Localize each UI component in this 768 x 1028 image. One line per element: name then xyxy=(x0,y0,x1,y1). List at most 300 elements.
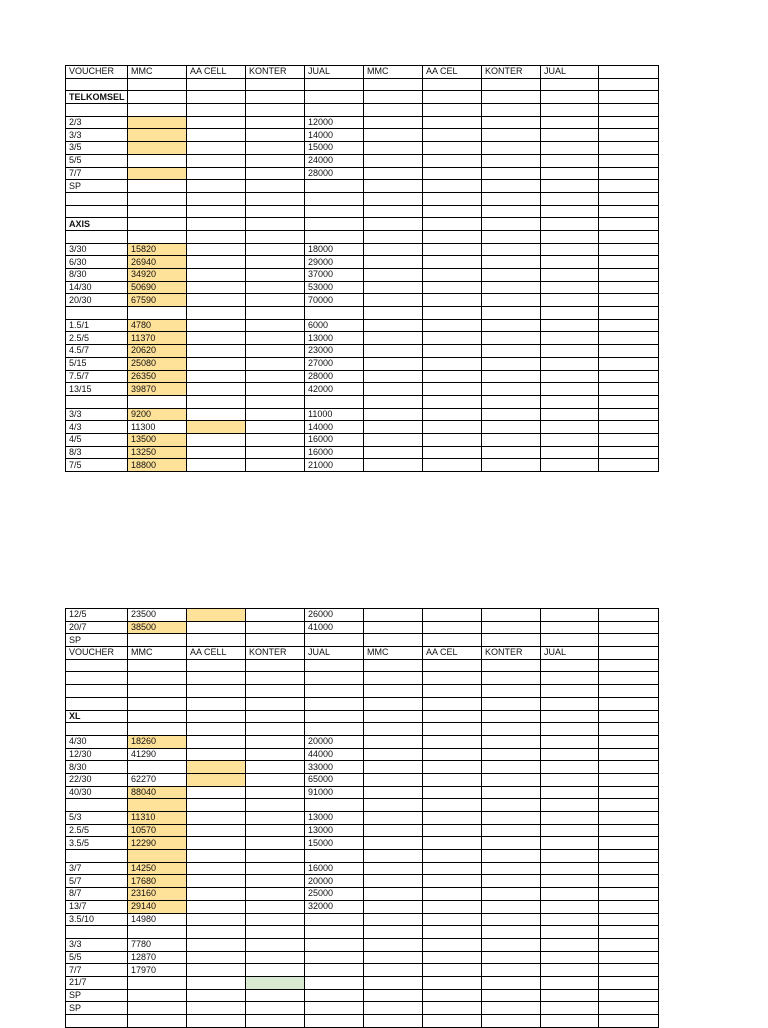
cell-konter-2[interactable] xyxy=(482,976,541,989)
cell-konter-2[interactable] xyxy=(482,964,541,977)
cell-voucher[interactable]: 3.5/10 xyxy=(66,913,128,926)
cell-voucher[interactable]: 14/30 xyxy=(66,281,128,294)
cell-mmc[interactable] xyxy=(128,723,187,736)
cell-aa-cel[interactable] xyxy=(423,205,482,218)
cell-konter[interactable] xyxy=(246,850,305,863)
cell-aa-cell[interactable] xyxy=(187,243,246,256)
cell-jual[interactable]: 28000 xyxy=(305,167,364,180)
cell-jual[interactable] xyxy=(305,951,364,964)
cell-extra[interactable] xyxy=(599,345,659,358)
cell-mmc[interactable] xyxy=(128,976,187,989)
cell-mmc-2[interactable] xyxy=(364,799,423,812)
cell-aa-cell[interactable] xyxy=(187,332,246,345)
cell-konter-2[interactable] xyxy=(482,621,541,634)
cell-mmc[interactable] xyxy=(128,761,187,774)
cell-konter-2[interactable] xyxy=(482,142,541,155)
cell-voucher[interactable]: 20/7 xyxy=(66,621,128,634)
cell-konter[interactable] xyxy=(246,888,305,901)
cell-jual-2[interactable] xyxy=(541,421,599,434)
cell-extra[interactable] xyxy=(599,230,659,243)
cell-konter[interactable] xyxy=(246,609,305,622)
cell-extra[interactable] xyxy=(599,192,659,205)
cell-jual-2[interactable] xyxy=(541,243,599,256)
cell-konter-2[interactable] xyxy=(482,748,541,761)
cell-mmc-2[interactable] xyxy=(364,357,423,370)
cell-aa-cel[interactable] xyxy=(423,761,482,774)
cell-extra[interactable] xyxy=(599,913,659,926)
cell-jual[interactable]: 26000 xyxy=(305,609,364,622)
cell-mmc-2[interactable] xyxy=(364,180,423,193)
cell-extra[interactable] xyxy=(599,167,659,180)
cell-mmc-2[interactable] xyxy=(364,370,423,383)
cell-mmc-2[interactable] xyxy=(364,824,423,837)
cell-mmc-2[interactable] xyxy=(364,697,423,710)
cell-konter-2[interactable] xyxy=(482,723,541,736)
cell-jual-2[interactable] xyxy=(541,786,599,799)
cell-konter[interactable] xyxy=(246,256,305,269)
cell-konter[interactable] xyxy=(246,862,305,875)
cell-mmc-2[interactable] xyxy=(364,850,423,863)
cell-voucher[interactable]: SP xyxy=(66,1002,128,1015)
cell-extra[interactable] xyxy=(599,459,659,472)
cell-extra[interactable] xyxy=(599,281,659,294)
cell-aa-cell[interactable] xyxy=(187,433,246,446)
cell-mmc-2[interactable] xyxy=(364,269,423,282)
cell-jual-2[interactable] xyxy=(541,307,599,320)
cell-konter-2[interactable] xyxy=(482,799,541,812)
cell-mmc[interactable] xyxy=(128,395,187,408)
cell-aa-cell[interactable] xyxy=(187,634,246,647)
cell-konter[interactable] xyxy=(246,218,305,231)
cell-jual-2[interactable] xyxy=(541,621,599,634)
cell-jual[interactable]: 91000 xyxy=(305,786,364,799)
cell-konter[interactable] xyxy=(246,621,305,634)
cell-mmc-2[interactable] xyxy=(364,218,423,231)
cell-voucher[interactable]: 4/3 xyxy=(66,421,128,434)
cell-aa-cel[interactable] xyxy=(423,218,482,231)
cell-jual[interactable]: 13000 xyxy=(305,332,364,345)
cell-voucher[interactable] xyxy=(66,192,128,205)
cell-mmc-2[interactable] xyxy=(364,167,423,180)
cell-aa-cel[interactable] xyxy=(423,459,482,472)
cell-voucher[interactable]: 1.5/1 xyxy=(66,319,128,332)
cell-mmc-2[interactable] xyxy=(364,659,423,672)
cell-jual[interactable] xyxy=(305,1015,364,1028)
column-header-voucher[interactable]: VOUCHER xyxy=(66,647,128,660)
cell-konter[interactable] xyxy=(246,875,305,888)
cell-konter-2[interactable] xyxy=(482,837,541,850)
cell-konter-2[interactable] xyxy=(482,634,541,647)
cell-voucher[interactable] xyxy=(66,307,128,320)
cell-aa-cel[interactable] xyxy=(423,938,482,951)
cell-konter-2[interactable] xyxy=(482,989,541,1002)
column-header-aa-cel[interactable]: AA CEL xyxy=(423,66,482,79)
cell-mmc[interactable]: 11300 xyxy=(128,421,187,434)
column-header-mmc-2[interactable]: MMC xyxy=(364,647,423,660)
cell-konter[interactable] xyxy=(246,786,305,799)
cell-konter[interactable] xyxy=(246,659,305,672)
column-header-konter[interactable]: KONTER xyxy=(246,647,305,660)
cell-konter[interactable] xyxy=(246,307,305,320)
cell-mmc[interactable]: 15820 xyxy=(128,243,187,256)
cell-voucher[interactable]: 7.5/7 xyxy=(66,370,128,383)
cell-jual[interactable] xyxy=(305,205,364,218)
cell-jual[interactable] xyxy=(305,938,364,951)
cell-mmc[interactable]: 25080 xyxy=(128,357,187,370)
cell-voucher[interactable]: 5/3 xyxy=(66,812,128,825)
cell-konter[interactable] xyxy=(246,446,305,459)
cell-voucher[interactable]: 8/30 xyxy=(66,761,128,774)
column-header-mmc[interactable]: MMC xyxy=(128,66,187,79)
cell-jual[interactable]: 44000 xyxy=(305,748,364,761)
cell-aa-cell[interactable] xyxy=(187,799,246,812)
cell-aa-cell[interactable] xyxy=(187,875,246,888)
cell-mmc[interactable] xyxy=(128,205,187,218)
cell-mmc-2[interactable] xyxy=(364,1015,423,1028)
cell-aa-cel[interactable] xyxy=(423,1002,482,1015)
cell-aa-cel[interactable] xyxy=(423,634,482,647)
cell-konter-2[interactable] xyxy=(482,659,541,672)
cell-aa-cell[interactable] xyxy=(187,167,246,180)
cell-jual-2[interactable] xyxy=(541,913,599,926)
cell-aa-cel[interactable] xyxy=(423,433,482,446)
cell-mmc-2[interactable] xyxy=(364,748,423,761)
cell-mmc-2[interactable] xyxy=(364,142,423,155)
cell-aa-cell[interactable] xyxy=(187,926,246,939)
cell-aa-cell[interactable] xyxy=(187,383,246,396)
cell-mmc[interactable]: 12870 xyxy=(128,951,187,964)
cell-aa-cel[interactable] xyxy=(423,964,482,977)
cell-mmc-2[interactable] xyxy=(364,256,423,269)
cell-konter[interactable] xyxy=(246,395,305,408)
column-header-extra[interactable] xyxy=(599,647,659,660)
cell-jual-2[interactable] xyxy=(541,294,599,307)
cell-mmc[interactable] xyxy=(128,659,187,672)
column-header-voucher[interactable]: VOUCHER xyxy=(66,66,128,79)
cell-aa-cell[interactable] xyxy=(187,1002,246,1015)
cell-mmc-2[interactable] xyxy=(364,154,423,167)
cell-jual[interactable] xyxy=(305,1002,364,1015)
cell-aa-cel[interactable] xyxy=(423,812,482,825)
cell-jual-2[interactable] xyxy=(541,167,599,180)
cell-mmc-2[interactable] xyxy=(364,104,423,117)
cell-extra[interactable] xyxy=(599,395,659,408)
cell-konter[interactable] xyxy=(246,205,305,218)
cell-voucher[interactable] xyxy=(66,723,128,736)
cell-mmc[interactable]: 14250 xyxy=(128,862,187,875)
cell-konter[interactable] xyxy=(246,672,305,685)
cell-mmc-2[interactable] xyxy=(364,332,423,345)
cell-jual[interactable] xyxy=(305,913,364,926)
cell-aa-cel[interactable] xyxy=(423,799,482,812)
cell-mmc[interactable]: 13500 xyxy=(128,433,187,446)
cell-voucher[interactable]: 3/3 xyxy=(66,938,128,951)
cell-aa-cel[interactable] xyxy=(423,609,482,622)
cell-konter-2[interactable] xyxy=(482,446,541,459)
cell-jual[interactable]: 33000 xyxy=(305,761,364,774)
cell-aa-cel[interactable] xyxy=(423,850,482,863)
cell-konter-2[interactable] xyxy=(482,459,541,472)
cell-mmc[interactable]: 23500 xyxy=(128,609,187,622)
cell-aa-cel[interactable] xyxy=(423,951,482,964)
cell-mmc-2[interactable] xyxy=(364,913,423,926)
cell-konter[interactable] xyxy=(246,154,305,167)
cell-extra[interactable] xyxy=(599,383,659,396)
cell-extra[interactable] xyxy=(599,370,659,383)
cell-aa-cel[interactable] xyxy=(423,154,482,167)
cell-jual[interactable] xyxy=(305,230,364,243)
cell-mmc[interactable] xyxy=(128,685,187,698)
cell-voucher[interactable] xyxy=(66,926,128,939)
cell-jual[interactable] xyxy=(305,926,364,939)
cell-konter-2[interactable] xyxy=(482,357,541,370)
cell-mmc-2[interactable] xyxy=(364,91,423,104)
cell-aa-cell[interactable] xyxy=(187,723,246,736)
cell-mmc[interactable] xyxy=(128,989,187,1002)
cell-aa-cel[interactable] xyxy=(423,710,482,723)
cell-aa-cel[interactable] xyxy=(423,900,482,913)
cell-mmc-2[interactable] xyxy=(364,786,423,799)
cell-extra[interactable] xyxy=(599,142,659,155)
cell-jual-2[interactable] xyxy=(541,230,599,243)
cell-extra[interactable] xyxy=(599,659,659,672)
cell-konter-2[interactable] xyxy=(482,129,541,142)
cell-voucher[interactable]: 13/15 xyxy=(66,383,128,396)
cell-aa-cel[interactable] xyxy=(423,672,482,685)
cell-voucher[interactable]: 2/3 xyxy=(66,116,128,129)
cell-jual-2[interactable] xyxy=(541,281,599,294)
cell-aa-cel[interactable] xyxy=(423,837,482,850)
cell-jual-2[interactable] xyxy=(541,78,599,91)
cell-voucher[interactable]: 3/30 xyxy=(66,243,128,256)
cell-jual[interactable]: 21000 xyxy=(305,459,364,472)
cell-jual[interactable]: 23000 xyxy=(305,345,364,358)
cell-jual[interactable]: 18000 xyxy=(305,243,364,256)
cell-aa-cell[interactable] xyxy=(187,104,246,117)
cell-jual[interactable]: 16000 xyxy=(305,862,364,875)
cell-jual[interactable]: 28000 xyxy=(305,370,364,383)
cell-jual[interactable]: 42000 xyxy=(305,383,364,396)
cell-mmc-2[interactable] xyxy=(364,685,423,698)
cell-mmc[interactable]: 4780 xyxy=(128,319,187,332)
cell-voucher[interactable]: 3/5 xyxy=(66,142,128,155)
cell-jual[interactable] xyxy=(305,307,364,320)
cell-mmc-2[interactable] xyxy=(364,735,423,748)
cell-aa-cel[interactable] xyxy=(423,976,482,989)
cell-jual[interactable]: 27000 xyxy=(305,357,364,370)
cell-extra[interactable] xyxy=(599,951,659,964)
cell-mmc-2[interactable] xyxy=(364,294,423,307)
cell-extra[interactable] xyxy=(599,938,659,951)
cell-mmc-2[interactable] xyxy=(364,446,423,459)
cell-mmc-2[interactable] xyxy=(364,116,423,129)
cell-extra[interactable] xyxy=(599,976,659,989)
cell-extra[interactable] xyxy=(599,761,659,774)
cell-extra[interactable] xyxy=(599,926,659,939)
cell-konter-2[interactable] xyxy=(482,938,541,951)
cell-jual[interactable] xyxy=(305,78,364,91)
cell-extra[interactable] xyxy=(599,710,659,723)
cell-konter-2[interactable] xyxy=(482,773,541,786)
cell-jual[interactable] xyxy=(305,799,364,812)
cell-extra[interactable] xyxy=(599,748,659,761)
cell-mmc[interactable]: 26940 xyxy=(128,256,187,269)
cell-konter-2[interactable] xyxy=(482,408,541,421)
column-header-jual[interactable]: JUAL xyxy=(305,66,364,79)
cell-mmc-2[interactable] xyxy=(364,710,423,723)
cell-voucher[interactable]: SP xyxy=(66,634,128,647)
column-header-konter-2[interactable]: KONTER xyxy=(482,66,541,79)
cell-aa-cell[interactable] xyxy=(187,180,246,193)
cell-aa-cell[interactable] xyxy=(187,1015,246,1028)
cell-jual-2[interactable] xyxy=(541,142,599,155)
cell-jual-2[interactable] xyxy=(541,634,599,647)
cell-konter-2[interactable] xyxy=(482,862,541,875)
cell-mmc-2[interactable] xyxy=(364,459,423,472)
cell-jual[interactable]: 25000 xyxy=(305,888,364,901)
cell-mmc[interactable] xyxy=(128,1002,187,1015)
cell-konter[interactable] xyxy=(246,104,305,117)
cell-jual-2[interactable] xyxy=(541,723,599,736)
cell-mmc[interactable]: 7780 xyxy=(128,938,187,951)
cell-jual[interactable] xyxy=(305,180,364,193)
cell-aa-cel[interactable] xyxy=(423,269,482,282)
cell-aa-cel[interactable] xyxy=(423,913,482,926)
cell-jual[interactable] xyxy=(305,192,364,205)
cell-mmc-2[interactable] xyxy=(364,621,423,634)
cell-konter-2[interactable] xyxy=(482,685,541,698)
cell-extra[interactable] xyxy=(599,621,659,634)
column-header-jual-2[interactable]: JUAL xyxy=(541,647,599,660)
cell-aa-cel[interactable] xyxy=(423,786,482,799)
cell-konter-2[interactable] xyxy=(482,319,541,332)
cell-mmc[interactable]: 50690 xyxy=(128,281,187,294)
cell-konter[interactable] xyxy=(246,913,305,926)
cell-mmc[interactable] xyxy=(128,850,187,863)
cell-jual[interactable] xyxy=(305,989,364,1002)
cell-aa-cell[interactable] xyxy=(187,345,246,358)
cell-mmc[interactable] xyxy=(128,154,187,167)
cell-mmc[interactable] xyxy=(128,78,187,91)
cell-mmc-2[interactable] xyxy=(364,964,423,977)
cell-mmc[interactable]: 18800 xyxy=(128,459,187,472)
cell-aa-cel[interactable] xyxy=(423,862,482,875)
cell-voucher[interactable]: 40/30 xyxy=(66,786,128,799)
cell-aa-cel[interactable] xyxy=(423,697,482,710)
cell-aa-cell[interactable] xyxy=(187,154,246,167)
cell-extra[interactable] xyxy=(599,332,659,345)
cell-konter[interactable] xyxy=(246,989,305,1002)
cell-mmc-2[interactable] xyxy=(364,862,423,875)
column-header-extra[interactable] xyxy=(599,66,659,79)
cell-extra[interactable] xyxy=(599,989,659,1002)
cell-jual-2[interactable] xyxy=(541,370,599,383)
cell-konter[interactable] xyxy=(246,332,305,345)
cell-konter-2[interactable] xyxy=(482,926,541,939)
cell-mmc-2[interactable] xyxy=(364,837,423,850)
cell-jual[interactable] xyxy=(305,218,364,231)
cell-extra[interactable] xyxy=(599,180,659,193)
cell-extra[interactable] xyxy=(599,685,659,698)
cell-konter-2[interactable] xyxy=(482,850,541,863)
cell-jual-2[interactable] xyxy=(541,812,599,825)
cell-extra[interactable] xyxy=(599,697,659,710)
cell-mmc-2[interactable] xyxy=(364,281,423,294)
cell-jual-2[interactable] xyxy=(541,345,599,358)
cell-jual-2[interactable] xyxy=(541,951,599,964)
cell-konter[interactable] xyxy=(246,243,305,256)
cell-mmc-2[interactable] xyxy=(364,989,423,1002)
cell-konter-2[interactable] xyxy=(482,433,541,446)
cell-konter-2[interactable] xyxy=(482,913,541,926)
cell-mmc-2[interactable] xyxy=(364,926,423,939)
cell-mmc[interactable]: 18260 xyxy=(128,735,187,748)
cell-konter-2[interactable] xyxy=(482,812,541,825)
cell-mmc[interactable]: 26350 xyxy=(128,370,187,383)
cell-aa-cell[interactable] xyxy=(187,748,246,761)
cell-aa-cel[interactable] xyxy=(423,875,482,888)
cell-extra[interactable] xyxy=(599,294,659,307)
cell-voucher[interactable] xyxy=(66,672,128,685)
cell-extra[interactable] xyxy=(599,824,659,837)
section-label[interactable]: XL xyxy=(66,710,128,723)
cell-jual-2[interactable] xyxy=(541,938,599,951)
cell-extra[interactable] xyxy=(599,433,659,446)
cell-aa-cel[interactable] xyxy=(423,773,482,786)
cell-jual-2[interactable] xyxy=(541,799,599,812)
cell-voucher[interactable] xyxy=(66,1015,128,1028)
cell-jual[interactable]: 16000 xyxy=(305,433,364,446)
cell-aa-cel[interactable] xyxy=(423,621,482,634)
cell-mmc-2[interactable] xyxy=(364,408,423,421)
cell-konter[interactable] xyxy=(246,938,305,951)
cell-aa-cel[interactable] xyxy=(423,395,482,408)
cell-konter-2[interactable] xyxy=(482,395,541,408)
cell-voucher[interactable]: 12/30 xyxy=(66,748,128,761)
cell-mmc[interactable]: 34920 xyxy=(128,269,187,282)
cell-jual-2[interactable] xyxy=(541,1015,599,1028)
cell-aa-cell[interactable] xyxy=(187,78,246,91)
cell-mmc-2[interactable] xyxy=(364,773,423,786)
cell-mmc-2[interactable] xyxy=(364,951,423,964)
cell-konter[interactable] xyxy=(246,926,305,939)
cell-konter-2[interactable] xyxy=(482,609,541,622)
cell-voucher[interactable] xyxy=(66,659,128,672)
cell-jual-2[interactable] xyxy=(541,319,599,332)
cell-konter-2[interactable] xyxy=(482,218,541,231)
cell-jual-2[interactable] xyxy=(541,433,599,446)
cell-extra[interactable] xyxy=(599,446,659,459)
cell-mmc[interactable]: 39870 xyxy=(128,383,187,396)
cell-jual[interactable]: 15000 xyxy=(305,142,364,155)
cell-voucher[interactable]: 5/5 xyxy=(66,951,128,964)
cell-aa-cel[interactable] xyxy=(423,129,482,142)
cell-voucher[interactable]: 20/30 xyxy=(66,294,128,307)
cell-mmc[interactable] xyxy=(128,180,187,193)
column-header-aa-cel[interactable]: AA CEL xyxy=(423,647,482,660)
cell-jual-2[interactable] xyxy=(541,888,599,901)
cell-jual-2[interactable] xyxy=(541,218,599,231)
cell-voucher[interactable]: 5/5 xyxy=(66,154,128,167)
cell-jual[interactable] xyxy=(305,850,364,863)
cell-aa-cell[interactable] xyxy=(187,685,246,698)
cell-voucher[interactable] xyxy=(66,697,128,710)
cell-aa-cel[interactable] xyxy=(423,408,482,421)
cell-extra[interactable] xyxy=(599,862,659,875)
cell-konter[interactable] xyxy=(246,1015,305,1028)
cell-mmc-2[interactable] xyxy=(364,1002,423,1015)
cell-mmc[interactable] xyxy=(128,192,187,205)
